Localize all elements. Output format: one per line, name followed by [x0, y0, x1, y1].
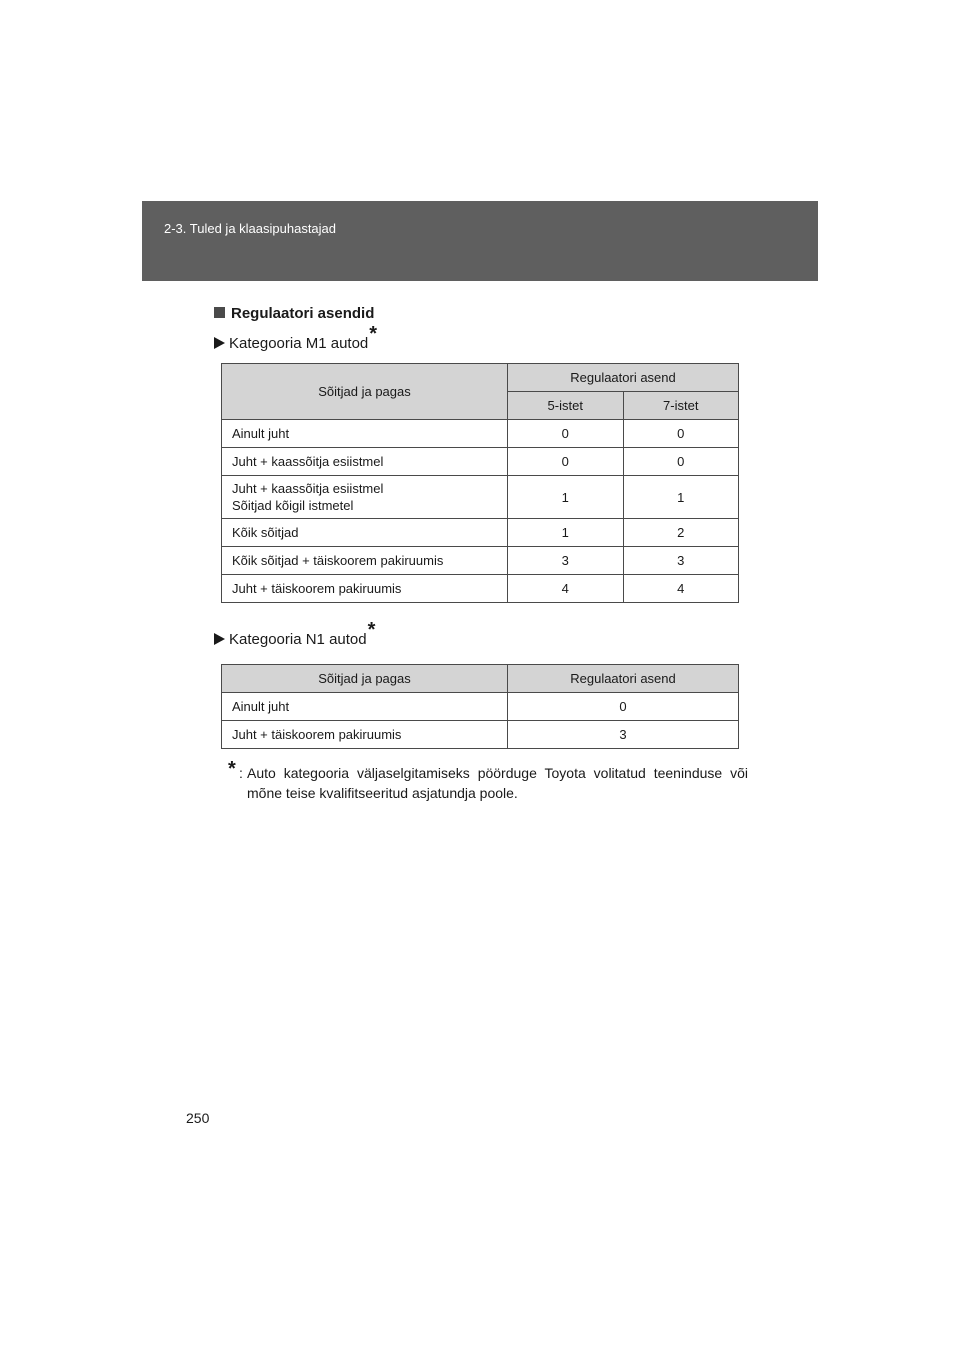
row-label-line-1: Juht + kaassõitja esiistmel: [232, 481, 384, 496]
row-value-7: 3: [623, 547, 739, 575]
section-heading: [214, 305, 374, 322]
n1-header-regulator: Regulaatori asend: [508, 665, 739, 693]
page-number: 250: [186, 1110, 210, 1126]
chapter-header-band: [142, 201, 818, 281]
m1-header-7-seats: 7-istet: [623, 392, 739, 420]
row-label: Ainult juht: [222, 693, 508, 721]
footnote-star: *: [228, 758, 236, 780]
table-row: [222, 547, 739, 575]
table-row: [222, 721, 739, 749]
footnote: [228, 758, 748, 803]
row-value-5: 4: [508, 575, 624, 603]
row-value-5: 1: [508, 519, 624, 547]
chapter-section-title: 2-3. Tuled ja klaasipuhastajad: [164, 221, 337, 236]
n1-heading-text: Kategooria N1 autod: [229, 631, 367, 648]
row-value-5: 0: [508, 420, 624, 448]
triangle-bullet-icon: [214, 633, 225, 645]
row-value-7: 0: [623, 448, 739, 476]
table-row: [222, 575, 739, 603]
row-label: Juht + täiskoorem pakiruumis: [222, 721, 508, 749]
row-value-7: 4: [623, 575, 739, 603]
row-value: 0: [508, 693, 739, 721]
row-value-7: 0: [623, 420, 739, 448]
n1-footnote-star: *: [367, 619, 376, 641]
table-row: [222, 519, 739, 547]
row-label: [222, 476, 508, 519]
n1-heading: [214, 619, 376, 650]
row-label: Juht + täiskoorem pakiruumis: [222, 575, 508, 603]
table-row: [222, 448, 739, 476]
row-value-7: 2: [623, 519, 739, 547]
row-value: 3: [508, 721, 739, 749]
row-value-5: 3: [508, 547, 624, 575]
m1-header-passengers: Sõitjad ja pagas: [222, 364, 508, 420]
row-value-5: 0: [508, 448, 624, 476]
row-label: Kõik sõitjad: [222, 519, 508, 547]
row-label: Kõik sõitjad + täiskoorem pakiruumis: [222, 547, 508, 575]
m1-header-regulator: Regulaatori asend: [508, 364, 739, 392]
table-row: [222, 693, 739, 721]
square-bullet-icon: [214, 307, 225, 318]
m1-heading: [214, 323, 378, 354]
m1-table: [221, 363, 739, 603]
section-heading-text: Regulaatori asendid: [231, 305, 375, 322]
row-value-5: 1: [508, 476, 624, 519]
table-row: [222, 420, 739, 448]
n1-header-row: [222, 665, 739, 693]
footnote-text: Auto kategooria väljaselgitamiseks pöörduge Toyota volitatud teeninduse või mõne teise kvalifitseeritud asjatundja poole.: [247, 765, 748, 801]
row-value-7: 1: [623, 476, 739, 519]
table-row: [222, 476, 739, 519]
triangle-bullet-icon: [214, 337, 225, 349]
row-label: Ainult juht: [222, 420, 508, 448]
m1-header-row: [222, 364, 739, 392]
row-label: Juht + kaassõitja esiistmel: [222, 448, 508, 476]
n1-header-passengers: Sõitjad ja pagas: [222, 665, 508, 693]
m1-heading-text: Kategooria M1 autod: [229, 335, 369, 352]
m1-header-5-seats: 5-istet: [508, 392, 624, 420]
footnote-colon: :: [239, 765, 243, 781]
m1-footnote-star: *: [369, 323, 378, 345]
n1-table: [221, 664, 739, 749]
row-label-line-2: Sõitjad kõigil istmetel: [232, 498, 354, 513]
